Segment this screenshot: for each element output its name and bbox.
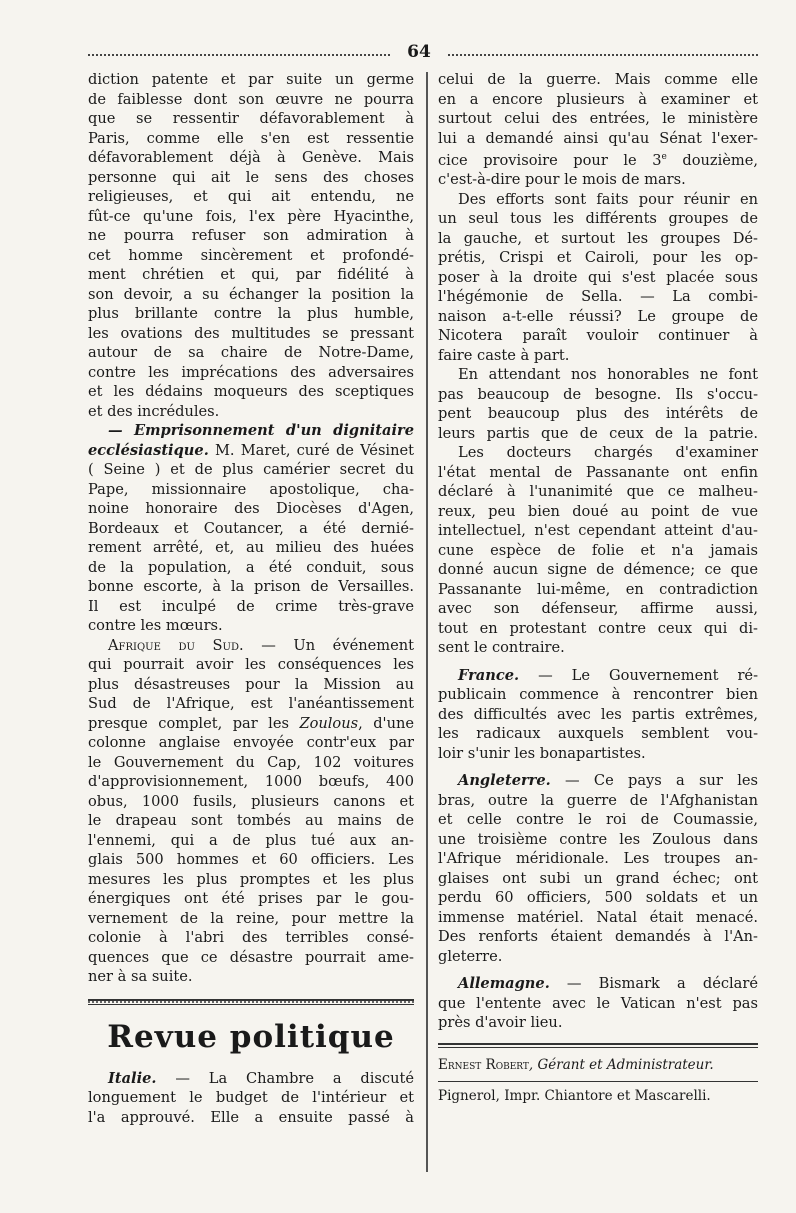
text-line: avec son défenseur, affirme aussi, [438,600,758,618]
paragraph-emprisonnement [88,460,414,636]
text-line: celui de la guerre. Mais comme elle [438,71,758,88]
allemagne-lead: — Bismark a déclaré [549,975,758,993]
paragraph-hyacinthe [88,70,414,421]
page-number: 64 [407,42,431,62]
text-line: bonne escorte, à la prison de Versailles. [88,578,414,595]
paragraph-afrique-b [88,733,414,987]
text-line: l'hégémonie de Sella. — La combi- [438,288,758,306]
text-line: prétis, Crispi et Cairoli, pour les op- [438,249,758,267]
italie-heading [88,1069,414,1089]
zoulous-pre: presque complet, par les [88,714,300,732]
text-line: rement arrêté, et, au milieu des huées [88,539,414,556]
separator-rule-bottom [88,1004,414,1005]
paragraph-afrique-a [88,655,414,714]
text-line: d'approvisionnement, 1000 bœufs, 400 [88,773,414,790]
text-line: vernement de la reine, pour mettre la [88,909,414,927]
text-line: qui pourrait avoir les conséquences les [88,656,414,673]
text-line: Passanante lui-même, en contradiction [438,580,758,598]
text-line: ment chrétien et qui, par fidélité à [88,266,414,283]
text-line: Bordeaux et Coutancer, a été dernié- [88,519,414,537]
mars-line: c'est-à-dire pour le mois de mars. [438,171,686,189]
text-line: Des efforts sont faits pour réunir en [458,190,758,208]
section-separator [88,995,414,1011]
manager-name: Ernest Robert [438,1056,529,1073]
douzieme-sup: e [661,152,667,162]
text-line: donné aucun signe de démence; ce que [438,561,758,579]
afrique-lead: — Un événement [243,636,414,654]
text-line: et des incrédules. [88,402,220,420]
text-line: Nicotera paraît vouloir continuer à [438,327,758,345]
italie-lead: — La Chambre a discuté [156,1069,414,1087]
afrique-zoulous-line [88,714,414,734]
zoulous-word: Zoulous [299,714,359,732]
text-line: glais 500 hommes et 60 officiers. Les [88,851,414,868]
right-column [438,70,758,1106]
italie-title: Italie. [108,1069,157,1087]
text-line: mesures les plus promptes et les plus [88,870,414,888]
header-ornament-right [448,54,758,62]
allemagne-title: Allemagne. [458,975,550,993]
text-line: religieuses, et qui ait entendu, ne [88,188,414,205]
text-line: Il est inculpé de crime très-grave [88,597,414,615]
text-line: gleterre. [438,947,503,965]
text-line: faire caste à part. [438,346,570,364]
text-line: loir s'unir les bonapartistes. [438,744,646,762]
douzieme-line [438,148,758,170]
spacer [438,966,758,974]
imprint-manager [438,1055,758,1075]
text-line: l'a approuvé. Elle a ensuite passé à [88,1108,414,1126]
text-line: colonie à l'abri des terribles consé- [88,929,414,946]
text-line: quences que ce désastre pourrait ame- [88,948,414,966]
text-line: sent le contraire. [438,639,565,657]
text-line: plus brillante contre la plus humble, [88,305,414,322]
header-ornament-left [88,54,390,62]
imprint-rule [438,1041,758,1051]
text-line: un seul tous les différents groupes de [438,210,758,228]
text-line: tout en protestant contre ceux qui di- [438,619,758,637]
text-line: immense matériel. Natal était menacé. [438,908,758,926]
text-line: son devoir, a su échanger la position la [88,285,414,303]
text-line: le drapeau sont tombés au mains de [88,812,414,829]
text-line: Paris, comme elle s'en est ressentie [88,129,414,147]
text-line: diction patente et par suite un germe [88,71,414,88]
text-line: en a encore plusieurs à examiner et [438,90,758,108]
text-line: déclaré à l'unanimité que ce malheu- [438,483,758,501]
text-line: pas beaucoup de besogne. Ils s'occu- [438,385,758,403]
imprint-rule-bottom [438,1047,758,1048]
text-line: autour de sa chaire de Notre-Dame, [88,344,414,361]
page-header [88,42,758,66]
text-line: contre les mœurs. [88,617,223,634]
text-line: et celle contre le roi de Coumassie, [438,811,758,829]
text-line: publicain commence à rencontrer bien [438,686,758,704]
text-line: de faiblesse dont son œuvre ne pourra [88,90,414,108]
text-line: pent beaucoup plus des intérêts de [438,405,758,423]
france-heading [438,666,758,686]
printer-rule [438,1081,758,1082]
zoulous-post: , d'une [358,714,414,732]
emprisonnement-heading [88,421,414,441]
manager-role: , Gérant et Administrateur. [528,1056,714,1073]
text-line: Sud de l'Afrique, est l'anéantissement [88,695,414,712]
text-line: des difficultés avec les partis extrêmes, [438,705,758,723]
douzieme-pre: cice provisoire pour le 3 [438,151,662,169]
text-line: Les docteurs chargés d'examiner [458,444,758,462]
text-line: l'Afrique méridionale. Les troupes an- [438,850,758,868]
text-line: plus désastreuses pour la Mission au [88,675,414,693]
paragraph-allemagne [438,994,758,1033]
imprint-printer: Pignerol, Impr. Chiantore et Mascarelli. [438,1087,711,1104]
text-line: fût-ce qu'une fois, l'ex père Hyacinthe, [88,207,414,225]
text-line: ( Seine ) et de plus camérier secret du [88,461,414,478]
text-line: les ovations des multitudes se pressant [88,324,414,342]
text-line: glaises ont subi un grand échec; ont [438,869,758,887]
paragraph-besogne [438,365,758,443]
text-line: surtout celui des entrées, le ministère [438,110,758,127]
text-line: les radicaux auxquels semblent vou- [438,725,758,743]
text-line: colonne anglaise envoyée contr'eux par [88,734,414,751]
left-column [88,70,414,1127]
paragraph-passanante [438,443,758,658]
text-line: la gauche, et surtout les groupes Dé- [438,229,758,247]
text-line: cet homme sincèrement et profondé- [88,246,414,264]
emprisonnement-lead: M. Maret, curé de Vésinet [208,441,414,459]
text-line: perdu 60 officiers, 500 soldats et un [438,889,758,907]
text-line: défavorablement déjà à Genève. Mais [88,149,414,166]
text-line: intellectuel, n'est cependant atteint d'au- [438,522,758,540]
text-line: longuement le budget de l'intérieur et [88,1089,414,1106]
text-line: de la population, a été conduit, sous [88,558,414,576]
emprisonnement-title-2: ecclésiastique. [88,441,209,459]
text-line: l'état mental de Passanante ont enfin [438,463,758,481]
separator-dots [88,1001,414,1003]
text-line: reux, peu bien doué au point de vue [438,502,758,520]
paragraph-italie-cont [438,70,758,148]
text-line: le Gouvernement du Cap, 102 voitures [88,753,414,771]
text-line: près d'avoir lieu. [438,1014,563,1032]
afrique-heading [88,636,414,656]
text-line: noine honoraire des Diocèses d'Agen, [88,500,414,517]
text-line: naison a-t-elle réussi? Le groupe de [438,307,758,325]
text-line: que se ressentir défavorablement à [88,110,414,127]
paragraph-italie [88,1088,414,1127]
spacer [438,658,758,666]
text-line: personne qui ait le sens des choses [88,168,414,186]
text-line: l'ennemi, qui a de plus tué aux an- [88,831,414,849]
paragraph-gauche [438,190,758,366]
text-line: lui a demandé ainsi qu'au Sénat l'exer- [438,129,758,147]
text-line: une troisième contre les Zoulous dans [438,830,758,848]
text-line: et les dédains moqueurs des sceptiques [88,383,414,400]
angleterre-lead: — Ce pays a sur les [550,772,758,790]
text-line: Des renforts étaient demandés à l'An- [438,928,758,946]
column-divider [426,72,428,1172]
text-line: Pape, missionnaire apostolique, cha- [88,480,414,498]
text-line: ne pourra refuser son admiration à [88,227,414,244]
paragraph-angleterre [438,791,758,967]
imprint-rule-top [438,1043,758,1045]
douzieme-post: douzième, [666,151,758,169]
text-line: que l'entente avec le Vatican n'est pas [438,994,758,1012]
angleterre-title: Angleterre. [458,772,551,790]
paragraph-france [438,685,758,763]
text-line: En attendant nos honorables ne font [458,366,758,384]
text-line: leurs partis que de ceux de la patrie. [438,424,758,442]
allemagne-heading [438,974,758,994]
text-line: énergiques ont été prises par le gou- [88,890,414,907]
text-line: cune espèce de folie et n'a jamais [438,541,758,559]
text-line: bras, outre la guerre de l'Afghanistan [438,791,758,809]
angleterre-heading [438,771,758,791]
france-title: France. [458,666,520,684]
text-line: obus, 1000 fusils, plusieurs canons et [88,792,414,810]
france-lead: — Le Gouvernement ré- [519,666,758,684]
emprisonnement-heading-2 [88,441,414,461]
text-line: contre les imprécations des adversaires [88,363,414,381]
afrique-title: Afrique du Sud. [108,636,244,654]
text-line: poser à la droite qui s'est placée sous [438,268,758,286]
emprisonnement-title-1: — Emprisonnement d'un dignitaire [108,422,414,439]
section-title-revue-politique: Revue politique [107,1018,395,1055]
text-line: ner à sa suite. [88,968,193,985]
spacer [438,763,758,771]
